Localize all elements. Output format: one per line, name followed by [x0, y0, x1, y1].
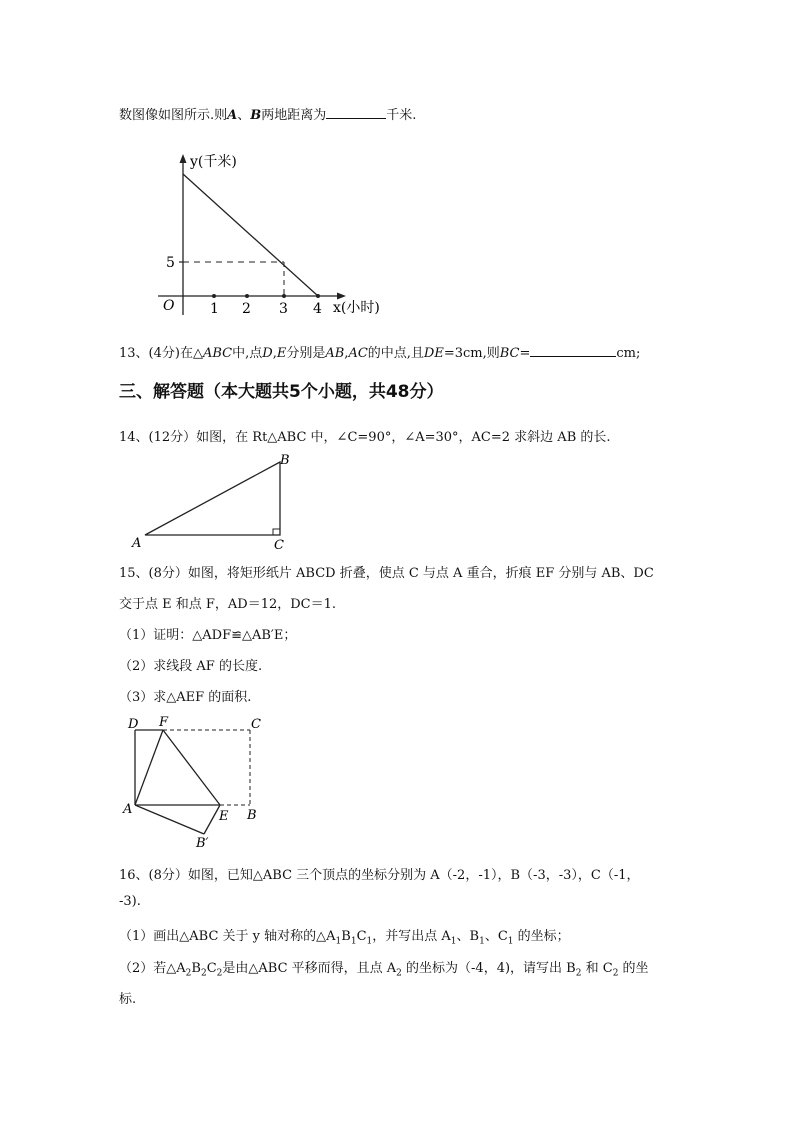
q13-comma-2: ,: [344, 346, 349, 361]
q13-unit: cm;: [616, 346, 641, 361]
x-tick-label-2: 2: [242, 301, 251, 317]
q16-p1-text-e: 、B: [456, 929, 480, 944]
q16-p1-sub-5: 1: [479, 936, 485, 947]
q15-label-c: C: [251, 717, 261, 732]
y-axis-label: y(千米): [190, 154, 237, 170]
q13-text-5: =3cm,则: [443, 346, 500, 361]
q16-part-1: [119, 925, 570, 947]
q13-point-d: D: [262, 346, 273, 361]
q15-label-f: F: [159, 715, 169, 730]
q15-part-2: （2）求线段 AF 的长度.: [119, 659, 263, 674]
q16-p2-sub-3: 2: [216, 968, 223, 979]
x-tick-4: [316, 294, 320, 298]
data-line: [183, 174, 318, 296]
q16-p2-sub-6: 2: [612, 968, 619, 979]
q15-label-b: B: [247, 808, 257, 823]
section-3-heading: 三、解答题（本大题共5个小题，共48分）: [119, 382, 444, 402]
x-axis-label: x(小时): [333, 300, 380, 316]
q16-p2-text-e: 的坐标为（-4，4)，请写出 B: [401, 961, 576, 976]
q15-part-1: （1）证明：△ADF≌△AB′E；: [119, 628, 297, 643]
q14-label-c: C: [274, 538, 284, 553]
q14-right-angle-mark: [273, 529, 280, 535]
x-tick-1: [212, 294, 216, 298]
q16-p1-sub-3: 1: [366, 936, 373, 947]
q16-line-2: -3).: [119, 894, 141, 909]
x-tick-3: [282, 294, 286, 298]
q13-text-4: 的中点,且: [367, 346, 424, 361]
q16-p1-text-a: （1）画出△ABC 关于 y 轴对称的△A: [119, 929, 336, 944]
q16-p2-text-g: 的坐: [618, 961, 649, 976]
q16-p2-sub-4: 2: [396, 968, 402, 979]
y-tick-label-5: 5: [166, 255, 175, 271]
q16-p2-text-c: C: [206, 961, 217, 976]
q15-label-d: D: [128, 717, 139, 732]
x-axis-arrow: [337, 293, 346, 300]
q16-line-1: 16、(8分）如图，已知△ABC 三个顶点的坐标分别为 A（-2，-1），B（-3，-3），C（-1，: [119, 868, 640, 883]
q13-triangle: △ABC: [192, 346, 233, 361]
q12-point-a: A: [227, 108, 238, 123]
q12-text: 数图像如图所示.则: [119, 108, 228, 123]
x-tick-2: [245, 294, 249, 298]
q15-label-b-prime: B′: [196, 836, 209, 851]
x-tick-label-4: 4: [313, 301, 322, 317]
q16-p2-sub-1: 2: [185, 968, 192, 979]
q12-text-b: 两地距离为: [261, 108, 327, 123]
q14-text: 14、(12分）如图，在 Rt△ABC 中，∠C=90°，∠A=30°，AC=2 求斜边 AB 的长.: [119, 430, 611, 445]
q14-label-a: A: [132, 536, 142, 551]
q15-fold-figure: [120, 712, 270, 852]
q12-point-b: B: [250, 108, 262, 123]
q16-p1-text-c: C: [356, 929, 367, 944]
q13-segment-de: DE: [423, 346, 444, 361]
q14-label-b: B: [280, 453, 290, 468]
q14-triangle-figure: [130, 452, 300, 552]
q12-separator: 、: [237, 108, 251, 123]
q13-line: [119, 342, 640, 361]
q16-p1-text-b: B: [341, 929, 351, 944]
q16-line-last: 标.: [119, 992, 137, 1007]
q13-comma-1: ,: [272, 346, 277, 361]
q16-p2-text-f: 和 C: [581, 961, 613, 976]
q15-label-a: A: [123, 802, 133, 817]
q15-segment-af: [135, 730, 163, 805]
q16-p1-text-d: ，并写出点 A: [372, 929, 451, 944]
q13-text-2: 中,点: [232, 346, 263, 361]
q15-part-3: （3）求△AEF 的面积.: [119, 690, 252, 705]
origin-label: O: [163, 298, 175, 314]
q15-segment-b-prime-e: [204, 805, 220, 834]
q16-p2-text-a: （2）若△A: [119, 961, 186, 976]
q13-point-e: E: [276, 346, 287, 361]
q15-label-e: E: [219, 809, 229, 824]
q13-answer-blank[interactable]: [530, 344, 616, 357]
q16-part-2: [119, 957, 649, 979]
q13-segment-bc: BC: [499, 346, 520, 361]
q16-p2-text-d: 是由△ABC 平移而得，且点 A: [222, 961, 397, 976]
q13-segment-ab: AB: [325, 346, 345, 361]
distance-time-graph: [150, 150, 400, 325]
x-tick-label-1: 1: [210, 301, 219, 317]
q16-p1-sub-4: 1: [450, 936, 457, 947]
q12-unit: 千米.: [386, 108, 417, 123]
q16-p2-text-b: B: [191, 961, 201, 976]
q16-p1-text-f: 、C: [484, 929, 508, 944]
q16-p1-sub-1: 1: [335, 936, 342, 947]
q16-p1-sub-6: 1: [507, 936, 514, 947]
q13-equals: =: [519, 346, 531, 361]
y-axis-arrow: [180, 154, 187, 163]
x-tick-label-3: 3: [279, 301, 288, 317]
q13-text-3: 分别是: [286, 346, 326, 361]
q15-line-2: 交于点 E 和点 F，AD＝12，DC＝1.: [119, 597, 337, 612]
q16-p2-sub-2: 2: [200, 968, 207, 979]
q15-line-1: 15、(8分）如图，将矩形纸片 ABCD 折叠，使点 C 与点 A 重合，折痕 EF 分别与 AB、DC: [119, 566, 654, 581]
q15-segment-ab-prime: [135, 805, 204, 834]
q12-line: [119, 104, 416, 123]
q16-p2-sub-5: 2: [575, 968, 582, 979]
q15-segment-fe: [163, 730, 220, 805]
q16-p1-sub-2: 1: [350, 936, 357, 947]
q14-triangle: [145, 462, 280, 535]
q16-p1-text-g: 的坐标；: [513, 929, 570, 944]
q13-segment-ac: AC: [348, 346, 368, 361]
q12-answer-blank[interactable]: [326, 106, 386, 119]
q13-text-1: 13、(4分)在: [119, 346, 193, 361]
